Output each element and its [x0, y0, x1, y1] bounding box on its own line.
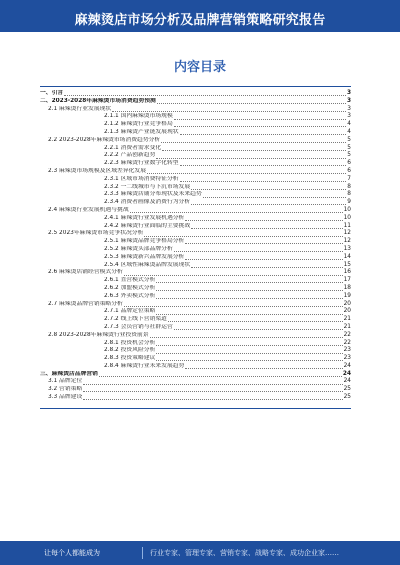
toc-page-number: 3 [347, 105, 351, 112]
toc-leader-dots [174, 329, 343, 330]
toc-leader-dots [191, 189, 346, 190]
toc-entry[interactable] [40, 199, 351, 207]
footer-slogan: 让每个人都能成为 [44, 549, 100, 557]
toc-leader-dots [144, 236, 342, 237]
toc-entry[interactable] [40, 316, 351, 324]
toc-leader-dots [180, 134, 347, 135]
toc-leader-dots [156, 314, 342, 315]
toc-entry-text: 3.3 品牌建设 [48, 394, 83, 401]
toc-page-number: 12 [343, 230, 351, 237]
toc-entry[interactable] [40, 168, 351, 176]
toc-entry-text: 2.4.2 麻辣烫行业面临的主要挑战 [104, 222, 191, 229]
toc-entry[interactable] [40, 355, 351, 363]
toc-entry-text: 2.6.1 直营模式分析 [104, 277, 156, 284]
toc-entry[interactable] [40, 137, 351, 145]
report-title: 麻辣烫店市场分析及品牌营销策略研究报告 [74, 13, 326, 28]
toc-entry-text: 2.5.1 麻辣烫品牌竞争格局分析 [104, 238, 185, 245]
toc-page-number: 20 [343, 308, 351, 315]
toc-leader-dots [156, 360, 342, 361]
toc-entry[interactable] [40, 106, 351, 114]
toc-entry-text: 2.7.1 品牌定位策略 [104, 308, 156, 315]
toc-leader-dots [156, 345, 342, 346]
toc-entry[interactable] [40, 145, 351, 153]
footer-tagline: 行业专家、管理专家、营销专家、战略专家、成功企业家…… [150, 549, 339, 557]
toc-entry-text: 2.3.4 消费者画像及消费行为分析 [104, 199, 191, 206]
toc-entry[interactable] [40, 293, 351, 301]
toc-entry[interactable] [40, 340, 351, 348]
toc-page-number: 24 [343, 378, 351, 385]
toc-leader-dots [180, 181, 347, 182]
toc-entry-text: 2.8.4 麻辣烫行业未来发展趋势 [104, 362, 185, 369]
toc-entry[interactable] [40, 238, 351, 246]
toc-page-number: 22 [343, 339, 351, 346]
toc-leader-dots [156, 298, 342, 299]
toc-page-number: 17 [343, 277, 351, 284]
toc-entry[interactable] [40, 98, 351, 106]
toc-page-number: 5 [347, 144, 351, 151]
toc-leader-dots [174, 251, 343, 252]
toc-page-number: 9 [347, 199, 351, 206]
toc-page-number: 21 [343, 323, 351, 330]
toc-page-number: 7 [347, 175, 351, 182]
toc-leader-dots [156, 158, 346, 159]
toc-entry[interactable] [40, 363, 351, 371]
toc-entry[interactable] [40, 347, 351, 355]
toc-entry-text: 三、麻辣烫店品牌营销 [40, 370, 98, 377]
toc-entry-text: 2.5.4 区域性麻辣烫品牌发展现状 [104, 261, 191, 268]
toc-entry-text: 2.3.2 一二线城市与下沉市场发展 [104, 183, 191, 190]
toc-entry[interactable] [40, 332, 351, 340]
toc-page-number: 3 [346, 90, 351, 96]
toc-leader-dots [180, 165, 347, 166]
toc-page-number: 24 [343, 362, 351, 369]
toc-page-number: 14 [343, 253, 351, 260]
toc-leader-dots [83, 391, 342, 392]
toc-leader-dots [112, 111, 346, 112]
toc-entry[interactable] [40, 223, 351, 231]
toc-entry[interactable] [40, 129, 351, 137]
toc-entry[interactable] [40, 386, 351, 394]
toc-leader-dots [185, 243, 342, 244]
toc-entry[interactable] [40, 191, 351, 199]
toc-leader-dots [64, 95, 346, 96]
toc-leader-dots [191, 204, 346, 205]
toc-page-number: 8 [347, 183, 351, 190]
toc-leader-dots [99, 376, 342, 377]
toc-entry-text: 2.4.1 麻辣烫行业发展机遇分析 [104, 214, 185, 221]
toc-entry-text: 二、2023-2028年麻辣烫市场消费趋势预测 [40, 97, 156, 104]
toc-page-number: 11 [343, 222, 351, 229]
toc-leader-dots [174, 119, 347, 120]
toc-heading: 内容目录 [173, 60, 226, 75]
toc-leader-dots [162, 150, 346, 151]
toc-page-number: 12 [343, 238, 351, 245]
table-of-contents [40, 90, 351, 402]
toc-leader-dots [191, 267, 342, 268]
toc-page-number: 20 [343, 300, 351, 307]
toc-entry[interactable] [40, 152, 351, 160]
toc-entry[interactable] [40, 176, 351, 184]
toc-leader-dots [157, 103, 346, 104]
toc-entry-text: 2.1.3 麻辣烫产业链发展现状 [104, 128, 179, 135]
toc-entry-text: 3.1 品牌定位 [48, 378, 83, 385]
toc-entry-text: 2.2.1 消费者需求变化 [104, 144, 162, 151]
toc-page-number: 16 [343, 269, 351, 276]
toc-entry-text: 2.8.3 投资策略建议 [104, 355, 156, 362]
toc-leader-dots [83, 384, 342, 385]
toc-leader-dots [150, 337, 343, 338]
toc-entry-text: 2.5.3 麻辣烫新兴品牌发展分析 [104, 253, 185, 260]
toc-leader-dots [168, 321, 343, 322]
toc-leader-dots [185, 220, 342, 221]
toc-entry-text: 2.8 2023-2028年麻辣烫行业投资前景 [48, 331, 149, 338]
toc-entry[interactable] [40, 324, 351, 332]
toc-entry[interactable] [40, 207, 351, 215]
toc-entry[interactable] [40, 394, 351, 402]
toc-entry[interactable] [40, 277, 351, 285]
toc-page-number: 25 [343, 386, 351, 393]
toc-entry[interactable] [40, 121, 351, 129]
toc-page-number: 21 [343, 316, 351, 323]
toc-entry[interactable] [40, 230, 351, 238]
toc-leader-dots [156, 353, 342, 354]
toc-page-number: 23 [343, 347, 351, 354]
toc-entry-text: 2.2 2023-2028年麻辣烫市场消费趋势分析 [48, 136, 161, 143]
toc-page-number: 19 [343, 292, 351, 299]
toc-entry-text: 2.3.1 区域市场消费特征分析 [104, 175, 179, 182]
toc-entry[interactable] [40, 269, 351, 277]
toc-entry-text: 2.7 麻辣烫品牌营销策略分析 [48, 300, 123, 307]
toc-entry[interactable] [40, 308, 351, 316]
toc-page-number: 13 [343, 245, 351, 252]
toc-page-number: 4 [347, 121, 351, 128]
toc-entry-text: 2.7.3 会员营销与社群运营 [104, 323, 173, 330]
toc-entry[interactable] [40, 301, 351, 309]
toc-entry[interactable] [40, 215, 351, 223]
toc-page-number: 6 [347, 160, 351, 167]
toc-page-number: 15 [343, 261, 351, 268]
toc-leader-dots [185, 368, 342, 369]
toc-page-number: 5 [347, 152, 351, 159]
page-footer [0, 541, 400, 565]
toc-entry-text: 2.8.2 投资风险分析 [104, 347, 156, 354]
toc-page-number: 22 [343, 331, 351, 338]
toc-entry-text: 2.1.1 国内麻辣烫市场规模 [104, 113, 173, 120]
toc-page-number: 5 [347, 136, 351, 143]
toc-page-number: 24 [342, 370, 351, 377]
toc-entry[interactable] [40, 160, 351, 168]
toc-entry-text: 一、引言 [40, 90, 64, 96]
toc-entry[interactable] [40, 262, 351, 270]
toc-entry-text: 3.2 营销策略 [48, 386, 83, 393]
toc-entry-text: 2.6.2 加盟模式分析 [104, 284, 156, 291]
toc-entry[interactable] [40, 184, 351, 192]
toc-leader-dots [83, 399, 342, 400]
toc-entry-text: 2.7.2 线上线下营销渠道 [104, 316, 167, 323]
toc-entry[interactable] [40, 378, 351, 386]
toc-top-rule [40, 86, 351, 87]
toc-entry[interactable] [40, 371, 351, 379]
toc-page-number: 23 [343, 355, 351, 362]
toc-leader-dots [203, 197, 347, 198]
footer-divider [142, 547, 143, 559]
toc-page-number: 8 [347, 191, 351, 198]
toc-page-number: 3 [346, 97, 351, 104]
toc-entry-text: 2.6 麻辣烫店铺经营模式分析 [48, 269, 123, 276]
toc-entry[interactable] [40, 90, 351, 98]
toc-entry-text: 2.1.2 麻辣烫行业竞争格局 [104, 121, 173, 128]
toc-page-number: 10 [343, 214, 351, 221]
toc-entry[interactable] [40, 254, 351, 262]
toc-page-number: 4 [347, 128, 351, 135]
toc-leader-dots [124, 306, 343, 307]
toc-entry-text: 2.3 麻辣烫市场规模及区域差异化发展 [48, 167, 147, 174]
toc-bottom-rule [40, 408, 351, 409]
toc-leader-dots [147, 173, 346, 174]
toc-entry-text: 2.4 麻辣烫行业发展机遇与挑战 [48, 206, 129, 213]
toc-leader-dots [156, 282, 342, 283]
toc-entry-text: 2.5.2 麻辣烫头部品牌分析 [104, 245, 173, 252]
report-header [0, 0, 400, 32]
toc-entry-text: 2.2.3 麻辣烫行业数字化转型 [104, 160, 179, 167]
toc-entry-text: 2.3.3 麻辣烫店铺分布现状及未来趋势 [104, 191, 202, 198]
toc-leader-dots [156, 290, 342, 291]
toc-entry-text: 2.5 2023年麻辣烫市场竞争状况分析 [48, 230, 144, 237]
toc-leader-dots [174, 126, 347, 127]
toc-leader-dots [130, 212, 343, 213]
toc-entry-text: 2.1 麻辣烫行业发展现状 [48, 105, 112, 112]
toc-entry-text: 2.2.2 产品创新趋势 [104, 152, 156, 159]
toc-page-number: 10 [343, 206, 351, 213]
toc-page-number: 3 [347, 113, 351, 120]
toc-entry-text: 2.8.1 投资机会分析 [104, 339, 156, 346]
toc-entry-text: 2.6.3 外卖模式分析 [104, 292, 156, 299]
toc-page-number: 25 [343, 394, 351, 401]
toc-page-number: 6 [347, 167, 351, 174]
toc-leader-dots [124, 275, 343, 276]
toc-leader-dots [191, 228, 342, 229]
toc-entry[interactable] [40, 246, 351, 254]
toc-entry[interactable] [40, 113, 351, 121]
toc-leader-dots [161, 142, 346, 143]
toc-leader-dots [185, 259, 342, 260]
toc-entry[interactable] [40, 285, 351, 293]
toc-page-number: 18 [343, 284, 351, 291]
